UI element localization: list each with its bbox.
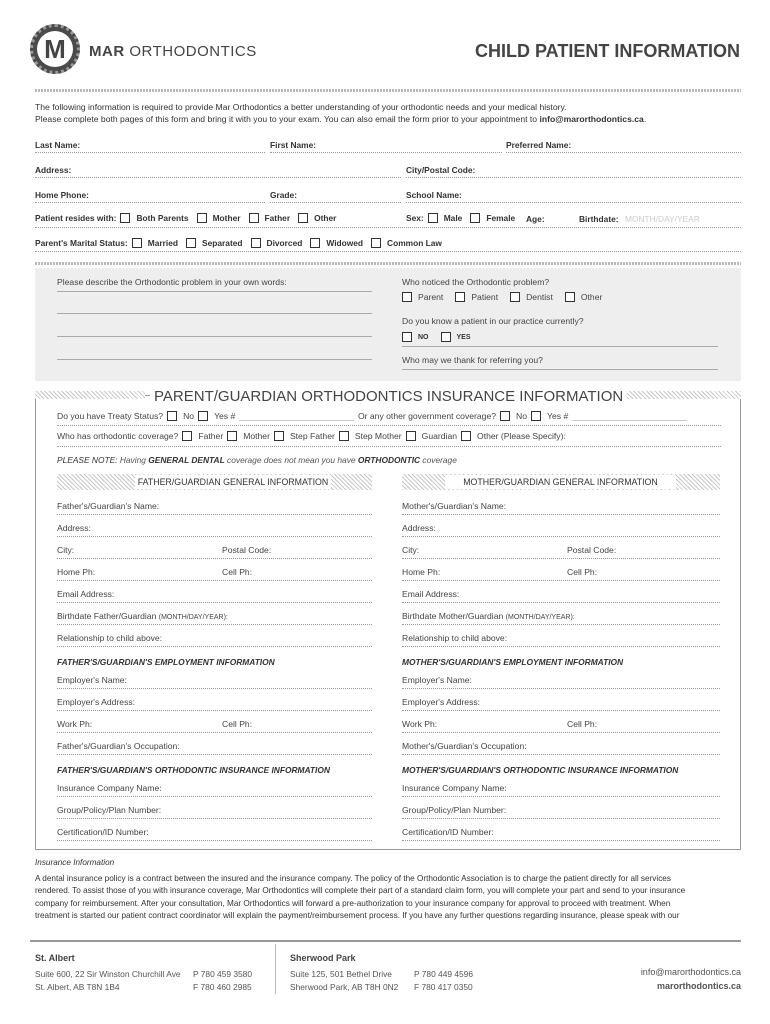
mother-group-policy-label: Group/Policy/Plan Number: [402, 805, 507, 815]
mother-address-label: Address: [402, 523, 436, 533]
footer-email-link[interactable]: info@marorthodontics.ca [640, 967, 741, 977]
father-group-policy-label: Group/Policy/Plan Number: [57, 805, 162, 815]
mother-employer-name-field[interactable] [402, 688, 720, 689]
mother-address-field[interactable] [402, 536, 720, 537]
gov-no-checkbox[interactable] [500, 411, 510, 421]
mother-occupation-label: Mother's/Guardian's Occupation: [402, 741, 527, 751]
mother-work-cell-label: Cell Ph: [567, 719, 598, 729]
separated-checkbox[interactable] [186, 238, 196, 248]
city-postal-label: City/Postal Code: [406, 165, 476, 175]
father-birthdate-field[interactable] [57, 624, 372, 625]
school-name-label: School Name: [406, 190, 462, 200]
know-patient-row: NO YES [402, 332, 471, 342]
grade-field[interactable] [270, 202, 401, 203]
coverage-note: PLEASE NOTE: Having GENERAL DENTAL coverage does not mean you have ORTHODONTIC coverage [57, 455, 457, 465]
mother-relationship-label: Relationship to child above: [402, 633, 508, 643]
father-ins-company-label: Insurance Company Name: [57, 783, 162, 793]
describe-line-3[interactable] [57, 336, 372, 337]
other-checkbox[interactable] [298, 213, 308, 223]
married-checkbox[interactable] [132, 238, 142, 248]
common-law-checkbox[interactable] [371, 238, 381, 248]
footer-divider [30, 940, 741, 942]
describe-line-4[interactable] [57, 359, 372, 360]
last-name-field[interactable] [35, 152, 265, 153]
father-email-field[interactable] [57, 602, 372, 603]
page-title: CHILD PATIENT INFORMATION [475, 41, 740, 61]
sherwood-park-contact: P 780 449 4596 F 780 417 0350 [414, 969, 473, 992]
father-cert-id-label: Certification/ID Number: [57, 827, 149, 837]
resides-divider [35, 227, 741, 228]
mother-general-heading: MOTHER/GUARDIAN GENERAL INFORMATION [445, 475, 676, 489]
marital-divider [35, 251, 741, 252]
coverage-father-checkbox[interactable] [182, 431, 192, 441]
address-label: Address: [35, 165, 72, 175]
coverage-stepfather-checkbox[interactable] [274, 431, 284, 441]
insurance-footnote: Insurance Information A dental insurance policy is a contract between the insured and the insurance company. The policy of the Orthodontic Association is to charge the patient directly for all services rendered. To assist those of you with insurance coverage, Mar Orthodontics will complete their part of a standard claim form, you will complete your part and send to your insurance company for reimbursement. After your consultation, Mar Orthodontics will forward a pre-authorization to your insurance company for approval to proceed with treatment. When treatment is started our patient contract coordinator will explain the payment/reimbursement process. If you have any further questions regarding insurance, please speak with our [35, 858, 686, 920]
noticed-parent-checkbox[interactable] [402, 292, 412, 302]
know-patient-line[interactable] [402, 346, 718, 347]
mother-email-label: Email Address: [402, 589, 460, 599]
school-name-field[interactable] [406, 202, 741, 203]
father-occupation-field[interactable] [57, 754, 372, 755]
mother-phone-field[interactable] [402, 580, 720, 581]
header-divider [35, 89, 741, 92]
mother-work-ph-label: Work Ph: [402, 719, 438, 729]
home-phone-field[interactable] [35, 202, 265, 203]
thank-referral-line[interactable] [402, 369, 718, 370]
mother-employer-address-field[interactable] [402, 710, 720, 711]
male-checkbox[interactable] [428, 213, 438, 223]
father-employer-name-label: Employer's Name: [57, 675, 127, 685]
father-general-heading: FATHER/GUARDIAN GENERAL INFORMATION [135, 475, 331, 489]
insurance-section-title: PARENT/GUARDIAN ORTHODONTICS INSURANCE INFORMATION [150, 388, 627, 405]
describe-line-1[interactable] [57, 291, 372, 292]
gov-yes-checkbox[interactable] [531, 411, 541, 421]
father-address-field[interactable] [57, 536, 372, 537]
mother-work-ph-field[interactable] [402, 732, 720, 733]
father-ins-company-field[interactable] [57, 796, 372, 797]
father-cert-id-field[interactable] [57, 840, 372, 841]
father-employer-address-label: Employer's Address: [57, 697, 136, 707]
gov-number-field[interactable]: ________________________ [572, 411, 687, 421]
mother-birthdate-label: Birthdate Mother/Guardian (MONTH/DAY/YEAR): [402, 611, 575, 621]
treaty-row: Do you have Treaty Status? No Yes # ________________________ Or any other government coverage? No Yes # ________________________ [57, 411, 687, 421]
mother-employer-address-label: Employer's Address: [402, 697, 481, 707]
father-home-ph-label: Home Ph: [57, 567, 96, 577]
father-occupation-label: Father's/Guardian's Occupation: [57, 741, 180, 751]
intro-email[interactable]: info@marorthodontics.ca [539, 114, 644, 124]
father-work-cell-label: Cell Ph: [222, 719, 253, 729]
treaty-no-checkbox[interactable] [167, 411, 177, 421]
mother-occupation-field[interactable] [402, 754, 720, 755]
both-parents-checkbox[interactable] [120, 213, 130, 223]
father-birthdate-label: Birthdate Father/Guardian (MONTH/DAY/YEAR): [57, 611, 228, 621]
coverage-divider [57, 446, 721, 447]
father-cell-ph-label: Cell Ph: [222, 567, 253, 577]
coverage-row: Who has orthodontic coverage? Father Mother Step Father Step Mother Guardian Other (Please Specify): [57, 431, 566, 441]
coverage-stepmother-checkbox[interactable] [339, 431, 349, 441]
problem-top-divider [35, 262, 741, 265]
who-noticed-label: Who noticed the Orthodontic problem? [402, 277, 550, 287]
mother-name-label: Mother's/Guardian's Name: [402, 501, 507, 511]
sex-row: Sex: Male Female [406, 213, 516, 223]
thank-referral-label: Who may we thank for referring you? [402, 355, 543, 365]
mother-ins-company-field[interactable] [402, 796, 720, 797]
mother-insurance-heading: MOTHER'S/GUARDIAN'S ORTHODONTIC INSURANCE INFORMATION [402, 765, 679, 775]
father-name-label: Father's/Guardian's Name: [57, 501, 160, 511]
title-hatch-right [624, 391, 741, 399]
st-albert-contact: P 780 459 3580 F 780 460 2985 [193, 969, 252, 992]
mother-relationship-field[interactable] [402, 646, 720, 647]
father-work-ph-field[interactable] [57, 732, 372, 733]
preferred-name-label: Preferred Name: [506, 140, 572, 150]
father-city-field[interactable] [57, 558, 372, 559]
father-insurance-heading: FATHER'S/GUARDIAN'S ORTHODONTIC INSURANCE INFORMATION [57, 765, 330, 775]
age-label: Age: [526, 214, 545, 224]
describe-problem-label: Please describe the Orthodontic problem in your own words: [57, 277, 287, 287]
footer-website-link[interactable]: marorthodontics.ca [656, 981, 741, 991]
intro-text: The following information is required to provide Mar Orthodontics a better understanding of your orthodontic needs and your medical history. Please complete both pages of this form and bring it with you to your exam. You can also email the form prior to your appointment to info@marorthodontics.ca. [35, 102, 647, 124]
home-phone-label: Home Phone: [35, 190, 89, 200]
mother-cell-ph-label: Cell Ph: [567, 567, 598, 577]
father-employer-address-field[interactable] [57, 710, 372, 711]
mother-postal-label: Postal Code: [567, 545, 617, 555]
noticed-other-checkbox[interactable] [565, 292, 575, 302]
mother-cert-id-field[interactable] [402, 840, 720, 841]
treaty-divider [57, 425, 721, 426]
father-postal-label: Postal Code: [222, 545, 272, 555]
widowed-checkbox[interactable] [310, 238, 320, 248]
father-checkbox[interactable] [249, 213, 259, 223]
father-name-field[interactable] [57, 514, 372, 515]
logo-letter: M [37, 31, 73, 67]
coverage-guardian-checkbox[interactable] [406, 431, 416, 441]
father-employer-name-field[interactable] [57, 688, 372, 689]
father-phone-field[interactable] [57, 580, 372, 581]
coverage-mother-checkbox[interactable] [227, 431, 237, 441]
mother-cert-id-label: Certification/ID Number: [402, 827, 494, 837]
city-postal-field[interactable] [406, 177, 741, 178]
father-relationship-field[interactable] [57, 646, 372, 647]
address-field[interactable] [35, 177, 401, 178]
birthdate-placeholder[interactable]: MONTH/DAY/YEAR [625, 214, 700, 224]
last-name-label: Last Name: [35, 140, 81, 150]
mother-city-label: City: [402, 545, 420, 555]
preferred-name-field[interactable] [506, 152, 741, 153]
mother-group-policy-field[interactable] [402, 818, 720, 819]
treaty-number-field[interactable]: ________________________ [239, 411, 354, 421]
st-albert-name: St. Albert [35, 953, 75, 963]
sherwood-park-address: Suite 125, 501 Bethel Drive Sherwood Park, AB T8H 0N2 [290, 969, 399, 992]
mother-checkbox[interactable] [197, 213, 207, 223]
grade-label: Grade: [270, 190, 297, 200]
mother-name-field[interactable] [402, 514, 720, 515]
treaty-yes-checkbox[interactable] [198, 411, 208, 421]
brand-name: MAR ORTHODONTICS [89, 43, 257, 60]
noticed-patient-checkbox[interactable] [455, 292, 465, 302]
logo-mark [30, 24, 80, 74]
marital-status-row: Parent's Marital Status: Married Separated Divorced Widowed Common Law [35, 238, 442, 248]
father-employment-heading: FATHER'S/GUARDIAN'S EMPLOYMENT INFORMATION [57, 657, 275, 667]
mother-city-field[interactable] [402, 558, 720, 559]
father-city-label: City: [57, 545, 75, 555]
know-yes-checkbox[interactable] [441, 332, 451, 342]
female-checkbox[interactable] [470, 213, 480, 223]
mother-employer-name-label: Employer's Name: [402, 675, 472, 685]
divorced-checkbox[interactable] [251, 238, 261, 248]
birthdate-label: Birthdate: [579, 214, 619, 224]
describe-line-2[interactable] [57, 313, 372, 314]
who-noticed-row: Parent Patient Dentist Other [402, 292, 602, 302]
sherwood-park-name: Sherwood Park [290, 953, 356, 963]
mother-birthdate-field[interactable] [402, 624, 720, 625]
footer-column-divider [275, 944, 276, 994]
father-group-policy-field[interactable] [57, 818, 372, 819]
know-no-checkbox[interactable] [402, 332, 412, 342]
resides-with-row: Patient resides with: Both Parents Mother Father Other [35, 213, 337, 223]
first-name-field[interactable] [270, 152, 502, 153]
coverage-other-checkbox[interactable] [461, 431, 471, 441]
father-work-ph-label: Work Ph: [57, 719, 93, 729]
mother-employment-heading: MOTHER'S/GUARDIAN'S EMPLOYMENT INFORMATION [402, 657, 624, 667]
father-relationship-label: Relationship to child above: [57, 633, 163, 643]
mother-ins-company-label: Insurance Company Name: [402, 783, 507, 793]
know-patient-label: Do you know a patient in our practice currently? [402, 316, 584, 326]
st-albert-address: Suite 600, 22 Sir Winston Churchill Ave St. Albert, AB T8N 1B4 [35, 969, 181, 992]
mother-email-field[interactable] [402, 602, 720, 603]
mother-home-ph-label: Home Ph: [402, 567, 441, 577]
first-name-label: First Name: [270, 140, 317, 150]
father-email-label: Email Address: [57, 589, 115, 599]
father-address-label: Address: [57, 523, 91, 533]
noticed-dentist-checkbox[interactable] [510, 292, 520, 302]
title-hatch-left [35, 391, 145, 399]
